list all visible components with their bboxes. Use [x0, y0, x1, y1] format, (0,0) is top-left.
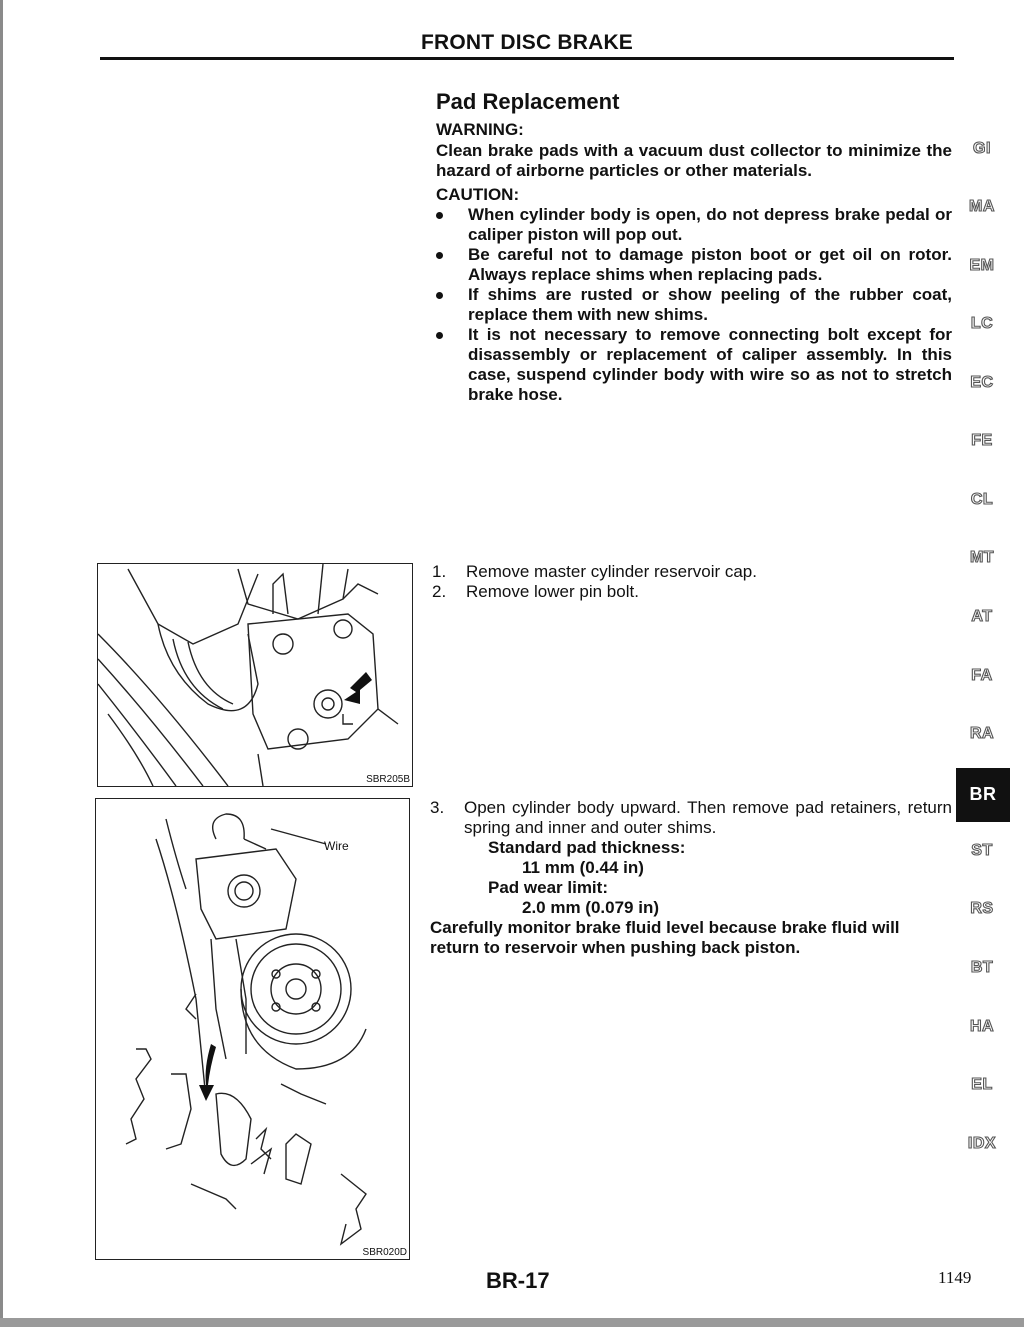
figure-open-cylinder-body	[95, 798, 410, 1260]
bullet-icon	[436, 212, 443, 219]
header-rule	[100, 57, 954, 60]
arrow-icon	[344, 672, 372, 704]
tab-ha[interactable]: HA	[969, 1018, 995, 1035]
tab-ec[interactable]: EC	[970, 374, 994, 391]
tab-bt[interactable]: BT	[970, 959, 994, 976]
tab-br-active[interactable]: BR	[956, 768, 1010, 822]
caution-item-text: It is not necessary to remove connecting bolt except for disassembly or replacement of caliper assembly. In this case, suspend cylinder body with wire so as not to stretch brake hose.	[468, 325, 952, 404]
step-item	[430, 798, 952, 838]
bullet-icon	[436, 332, 443, 339]
tab-ra[interactable]: RA	[969, 725, 995, 742]
figure-code: SBR205B	[366, 774, 410, 785]
caution-item-text: Be careful not to damage piston boot or get oil on rotor. Always replace shims when replacing pads.	[468, 245, 952, 284]
caution-item	[436, 205, 952, 245]
tab-lc[interactable]: LC	[970, 315, 994, 332]
tab-fe[interactable]: FE	[971, 432, 993, 449]
tab-idx[interactable]: IDX	[967, 1135, 997, 1152]
step-item	[432, 582, 639, 602]
section-title: Pad Replacement	[436, 89, 620, 114]
tab-gi[interactable]: GI	[973, 140, 991, 157]
wire-callout: Wire	[324, 839, 349, 853]
caution-item-text: If shims are rusted or show peeling of the rubber coat, replace them with new shims.	[468, 285, 952, 324]
tab-ma[interactable]: MA	[969, 198, 995, 215]
step-number: 2.	[432, 582, 447, 601]
footer-page-number: 1149	[938, 1268, 972, 1287]
step-number: 3.	[430, 798, 445, 817]
caliper-open-illustration	[96, 799, 409, 1259]
page-header-title: FRONT DISC BRAKE	[420, 31, 634, 54]
step-text: Remove master cylinder reservoir cap.	[466, 562, 757, 581]
tab-fa[interactable]: FA	[971, 667, 993, 684]
spec-note: Carefully monitor brake fluid level because brake fluid will return to reservoir when pushing back piston.	[430, 918, 900, 957]
step-text: Open cylinder body upward. Then remove pad retainers, return spring and inner and outer shims.	[464, 798, 952, 837]
scan-edge-left	[0, 0, 3, 1327]
tab-cl[interactable]: CL	[970, 491, 994, 508]
spec-wear-value: 2.0 mm (0.079 in)	[522, 898, 660, 917]
caution-list	[436, 205, 952, 405]
warning-label: WARNING:	[436, 120, 524, 139]
spec-thickness-label: Standard pad thickness:	[488, 838, 686, 857]
caution-label: CAUTION:	[436, 185, 520, 204]
section-tabs	[956, 0, 1008, 1300]
footer-page-label: BR-17	[486, 1268, 550, 1293]
figure-caliper-pin-bolt	[97, 563, 413, 787]
spec-wear-label: Pad wear limit:	[488, 878, 608, 897]
figure-code: SBR020D	[362, 1247, 407, 1258]
caution-item	[436, 285, 952, 325]
caliper-illustration	[98, 564, 412, 786]
tab-at[interactable]: AT	[971, 608, 993, 625]
step-number: 1.	[432, 562, 447, 581]
caution-item	[436, 245, 952, 285]
tab-mt[interactable]: MT	[969, 549, 995, 566]
bullet-icon	[436, 252, 443, 259]
tab-em[interactable]: EM	[969, 257, 995, 274]
tab-rs[interactable]: RS	[970, 900, 994, 917]
step-text: Remove lower pin bolt.	[466, 582, 639, 601]
bullet-icon	[436, 292, 443, 299]
spec-thickness-value: 11 mm (0.44 in)	[522, 858, 644, 877]
tab-el[interactable]: EL	[971, 1076, 993, 1093]
caution-item-text: When cylinder body is open, do not depress brake pedal or caliper piston will pop out.	[468, 205, 952, 244]
tab-st[interactable]: ST	[971, 842, 993, 859]
scan-edge-bottom	[0, 1318, 1024, 1327]
caution-item	[436, 325, 952, 405]
step-item	[432, 562, 757, 582]
warning-text: Clean brake pads with a vacuum dust collector to minimize the hazard of airborne particles or other materials.	[436, 141, 952, 180]
